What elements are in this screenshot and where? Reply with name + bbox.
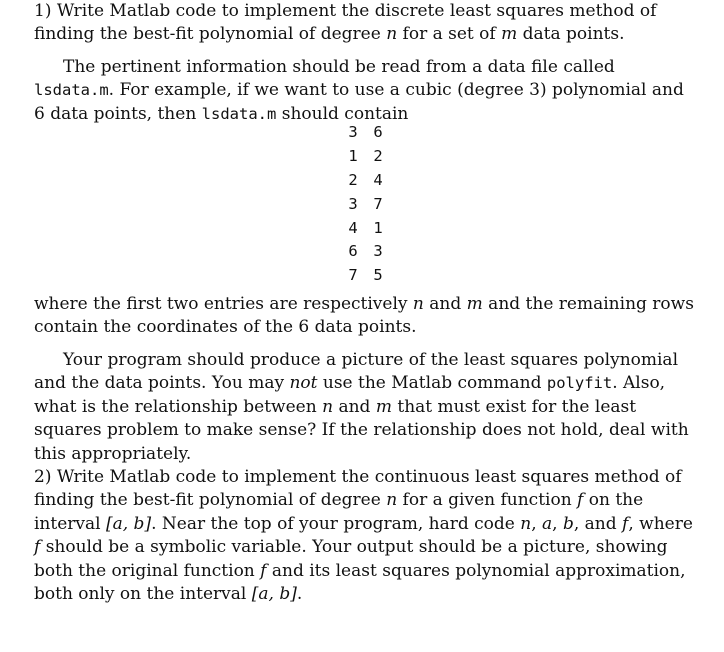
math-n: n <box>386 490 398 511</box>
math-m: m <box>375 396 392 417</box>
text: , and <box>573 513 623 534</box>
cell: 4 <box>373 170 383 189</box>
text: for a set of <box>397 24 502 45</box>
table-row <box>347 121 384 145</box>
filename: lsdata.m <box>201 104 277 123</box>
math-f: f <box>34 537 41 558</box>
math-m: m <box>466 294 483 314</box>
cell: 7 <box>348 266 358 285</box>
text: and <box>333 396 376 417</box>
text: , where <box>628 513 693 534</box>
cell: 3 <box>348 123 358 141</box>
text: that must exist for the least squares problem to make sense? If the relationship does not hold, deal with this appropriately. <box>34 396 689 464</box>
text: . Near the top of your program, hard code <box>151 513 521 534</box>
text: 2) Write Matlab code to implement the continuous least squares method of finding the best-fit polynomial of degree <box>34 467 682 511</box>
cell: 4 <box>348 218 358 237</box>
cell: 5 <box>373 266 383 285</box>
table-row <box>347 169 384 193</box>
text: and its least squares polynomial approximation, both only on the interval <box>34 560 686 605</box>
text: and <box>423 294 467 314</box>
emphasis-not: not <box>289 373 318 394</box>
table-row <box>347 240 384 264</box>
math-interval: [a, b] <box>251 584 297 605</box>
command-polyfit: polyfit <box>546 374 613 393</box>
cell: 3 <box>373 242 383 261</box>
math-m: m <box>501 24 518 45</box>
cell: 1 <box>348 146 358 165</box>
text: Your program should produce a picture of the least squares polynomial and the data points. You may <box>34 350 679 394</box>
q1-data-file-paragraph <box>34 56 700 126</box>
math-n: n <box>412 294 424 314</box>
text: , <box>531 513 543 534</box>
text: , <box>552 513 563 534</box>
cell: 1 <box>373 218 383 237</box>
math-n: n <box>386 24 398 45</box>
math-f: f <box>622 513 629 534</box>
q1-explanation <box>34 293 700 340</box>
table-row <box>347 264 384 288</box>
math-n: n <box>520 513 532 534</box>
filename: lsdata.m <box>34 81 109 100</box>
text: should contain <box>276 103 409 124</box>
text: . Also, what is the relationship between <box>34 373 666 417</box>
text: where the first two entries are respectively <box>34 294 413 314</box>
math-f: f <box>260 560 267 581</box>
math-b: b <box>562 513 574 534</box>
cell: 2 <box>348 170 358 189</box>
text: and the remaining rows contain the coordinates of the 6 data points. <box>34 294 694 338</box>
q1-program-paragraph <box>34 349 700 466</box>
data-table <box>347 121 384 288</box>
cell: 7 <box>373 194 383 213</box>
table-row <box>347 193 384 217</box>
text: The pertinent information should be read from a data file called <box>63 57 615 77</box>
text: should be a symbolic variable. Your output should be a picture, showing both the original function <box>34 537 668 581</box>
cell: 6 <box>373 123 383 141</box>
math-a: a <box>542 513 553 534</box>
cell: 3 <box>348 194 358 213</box>
text: 1) Write Matlab code to implement the discrete least squares method of finding the best-fit polynomial of degree <box>34 1 657 45</box>
table-row <box>347 145 384 169</box>
q2-paragraph <box>34 466 700 606</box>
cell: 2 <box>373 146 383 165</box>
text: on the interval <box>34 490 644 534</box>
text: . For example, if we want to use a cubic (degree 3) polynomial and 6 data points, then <box>34 80 684 124</box>
math-interval: [a, b] <box>105 513 152 534</box>
math-f: f <box>577 490 584 511</box>
text: for a given function <box>397 490 578 511</box>
text: . <box>296 584 303 605</box>
cell: 6 <box>348 242 358 261</box>
q1-intro <box>34 0 700 47</box>
text: data points. <box>517 24 625 45</box>
table-row <box>347 217 384 241</box>
text: use the Matlab command <box>317 373 547 394</box>
math-n: n <box>322 396 334 417</box>
